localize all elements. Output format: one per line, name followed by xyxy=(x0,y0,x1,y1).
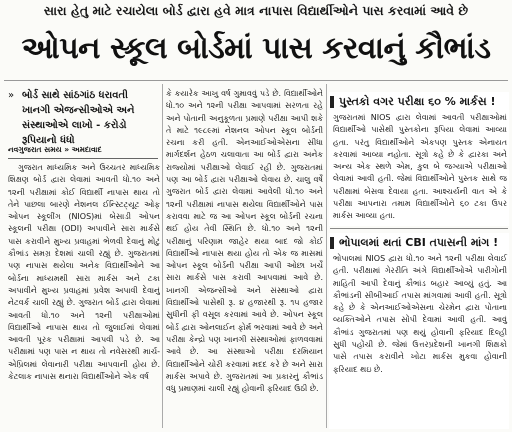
column-1-text: ગુજરાત માધ્યમિક અને ઉચ્ચતર માધ્યમિક શિક્ષણ બોર્ડ દ્વારા લેવામાં આવતી ધો.૧૦ અને ૧૨ની પરીક્ષામાં કોઈ વિદ્યાર્થી નાપાસ થાય તો તેને પાછલા બારણે નેશનલ ઈન્સ્ટિટ્યૂટ ઓફ ઓપન સ્કૂલીંગ (NIOS)માં બેસાડી ઓપન સ્કૂલની પરીક્ષા (ODI) અપાવીને સારા માર્કસે પાસ કરાવીને મુખ્ય પ્રવાહમાં ભેળવી દેવાનું મોટું કૌભાંડ સમગ્ર દેશમાં ચાલી રહ્યું છે. ગુજરાતમાં પણ નાપાસ થયેલા અનેક વિદ્યાર્થીઓને આ બોર્ડના માધ્યમથી સારા માર્કસ અને ટકા અપાવીને મુખ્ય પ્રવાહમાં પ્રવેશ અપાવી દેવાનું નેટવર્ક ચાલી રહ્યું છે. ગુજરાત બોર્ડ દ્વારા લેવામાં આવતી ધો.૧૦ અને ૧૨ની પરીક્ષાઓમાં વિદ્યાર્થીઓ નાપાસ થાય તો જુલાઈમાં લેવામાં આવતી પૂરક પરીક્ષામાં આપવી પડે છે. આ પરીક્ષામાં પણ પાસ ન થાય તો નવેસરથી માર્ચ-એપ્રિલમાં લેવાનારી પરીક્ષા આપવાની હોય છે. કેટલાક નાપાસ થનારા વિદ્યાર્થીઓને એક વર્ષ xyxy=(8,163,160,382)
column-2-body xyxy=(166,88,323,428)
byline-rule xyxy=(8,158,158,159)
column-1-body xyxy=(8,162,160,430)
deck: બોર્ડ સાથે સાંઠગાંઠ ધરાવતી ખાનગી એજન્સીઓએ અને સંસ્થાઓએ લાખો - કરોડો રૂપિયાનો ધંધો xyxy=(22,90,135,146)
headline: ઓપન સ્કૂલ બોર્ડમાં પાસ કરવાનું કૌભાંડ xyxy=(21,31,491,66)
sidebar-box-books xyxy=(329,92,509,226)
column-divider xyxy=(326,84,327,428)
sidebar-heading: પુસ્તકો વગર પરીક્ષા ૬૦ % માર્કસ ! xyxy=(329,92,509,112)
sidebar-heading: ભોપાલમાં થતાં CBI તપાસની માંગ ! xyxy=(329,233,509,253)
sidebar-text: ગુજરાતમાં NIOS દ્વારા લેવામાં આવતી પરીક્ષાઓમાં વિદ્યાર્થીઓ પાસેથી પુસ્તકોના રૂપિયા લેવામાં આવ્યા હતા. પરંતુ વિદ્યાર્થીઓને એકપણ પુસ્તક એનાયત કરવામાં આવ્યા નહોતા. સૂત્રો કહે છે કે દ્વારકા અને અન્ય એક સ્થળે એમ, કુલ બે જગ્યાએ પરીક્ષાઓ લેવામાં આવી હતી. જેમાં વિદ્યાર્થીઓને પુસ્તક સાથે જ પરીક્ષામાં બેસવા દેવાયા હતા. આશ્ચર્યની વાત એ કે પરીક્ષા આપનારા તમામ વિદ્યાર્થીઓને ૬૦ ટકા ઉપર માર્કસ આવ્યા હતા. xyxy=(333,113,507,221)
sidebar-box-bhopal xyxy=(329,233,509,429)
deck-arrow-icon: » xyxy=(8,90,15,101)
byline: નવગુજરાત સમય » અમદાવાદ xyxy=(8,145,102,154)
top-rule xyxy=(4,80,508,81)
kicker: સારા હેતુ માટે રચાયેલા બોર્ડ દ્વારા હવે માત્ર નાપાસ વિદ્યાર્થીઓને પાસ કરવામાં આવે છે xyxy=(43,3,469,18)
sidebar-divider xyxy=(330,228,508,229)
column-divider xyxy=(162,84,163,428)
column-2-text: કે કયારેક આખુ વર્ષ ગુમાવવું પડે છે. વિદ્યાર્થીઓને ધો.૧૦ અને ૧૨ની પરીક્ષા આપવામાં સરળતા રહે અને પોતાની અનુકૂળતા પ્રમાણે પરીક્ષા આપી શકે તે માટે ૧૯૮૯માં નેશનલ ઓપન સ્કૂલ બોર્ડની રચના કરી હતી. એનઆઈઓએસના સીધા માર્ગદર્શન હેઠળ ચલાવાતા આ બોર્ડ દ્વારા અનેક રાજ્યોમાં પરીક્ષાઓ લેવાઈ રહી છે. ગુજરાતમાં પણ આ બોર્ડ દ્વારા પરીક્ષાઓ લેવાય છે. ચાલુ વર્ષે ગુજરાત બોર્ડ દ્વારા લેવામાં આવેલી ધો.૧૦ અને ૧૨ની પરીક્ષામાં નાપાસ થયેલા વિદ્યાર્થીઓને પાસ કરાવવા માટે જ આ ઓપન સ્કૂલ બોર્ડની રચના થઈ હોય તેવી સ્થિતિ છે. ધો.૧૦ અને ૧૨ની પરીક્ષાનું પરિણામ જાહેર થયા બાદ જો કોઈ વિદ્યાર્થીઓ નાપાસ થયા હોય તો એક જ માસમાં ઓપન સ્કૂલ બોર્ડની પરીક્ષા આપી ઓછા ખર્ચે સારા માર્કસે પાસ કરાવી આપવામાં આવે છે. ખાનગી એજન્સીઓ અને સંસ્થાઓ દ્વારા વિદ્યાર્થીઓ પાસેથી રૂ. ૪ હજારથી રૂ. ૧૫ હજાર સુધીની ફી વસૂલ કરવામાં આવે છે. ઓપન સ્કૂલ બોર્ડ દ્વારા ઓનલાઈન ફોર્મ ભરવામાં આવે છે અને પરીક્ષા કેન્દ્રો પણ ખાનગી સંસ્થાઓમાં ફાળવવામાં આવે છે. આ સંસ્થાઓ પરીક્ષા દરમિયાન વિદ્યાર્થીઓને ચોરી કરવામાં મદદ કરે છે અને સારા માર્કસ અપાવે છે. ગુજરાતમાં આ પ્રકારનું કૌભાંડ વધુ પ્રમાણમાં ચાલી રહ્યું હોવાની ફરિયાદ ઉઠી છે. xyxy=(166,89,323,394)
sidebar-text: ભોપાલમાં NIOS દ્વારા ધો.૧૦ અને ૧૨ની પરીક્ષા લેવાઈ હતી. પરીક્ષામાં ગેરરીતિ અંગે વિદ્યાર્થીઓએ પારીગોની માહિતી આપી દેવાનું કૌભાંડ બહાર આવ્યું હતું. આ કૌભાંડની સીબીઆઈ તપાસ માંગવામાં આવી હતી. સૂત્રો કહે છે કે એનઆઈઓએસના ચેરમેન દ્વારા પોતાના વ્યક્તિઓને તપાસ સોંપી દેવામાં આવી હતી. આવું કૌભાંડ ગુજરાતમાં પણ થયું હોવાની ફરિયાદ દિલ્હી સુધી પહોંચી છે. જેમાં ઉત્તરપ્રદેશની ખાનગી શિક્ષકો પાસે તપાસ કરાવીને ખોટા માર્કસ મુકવા હોવાની ફરિયાદ થઇ છે. xyxy=(333,254,507,374)
